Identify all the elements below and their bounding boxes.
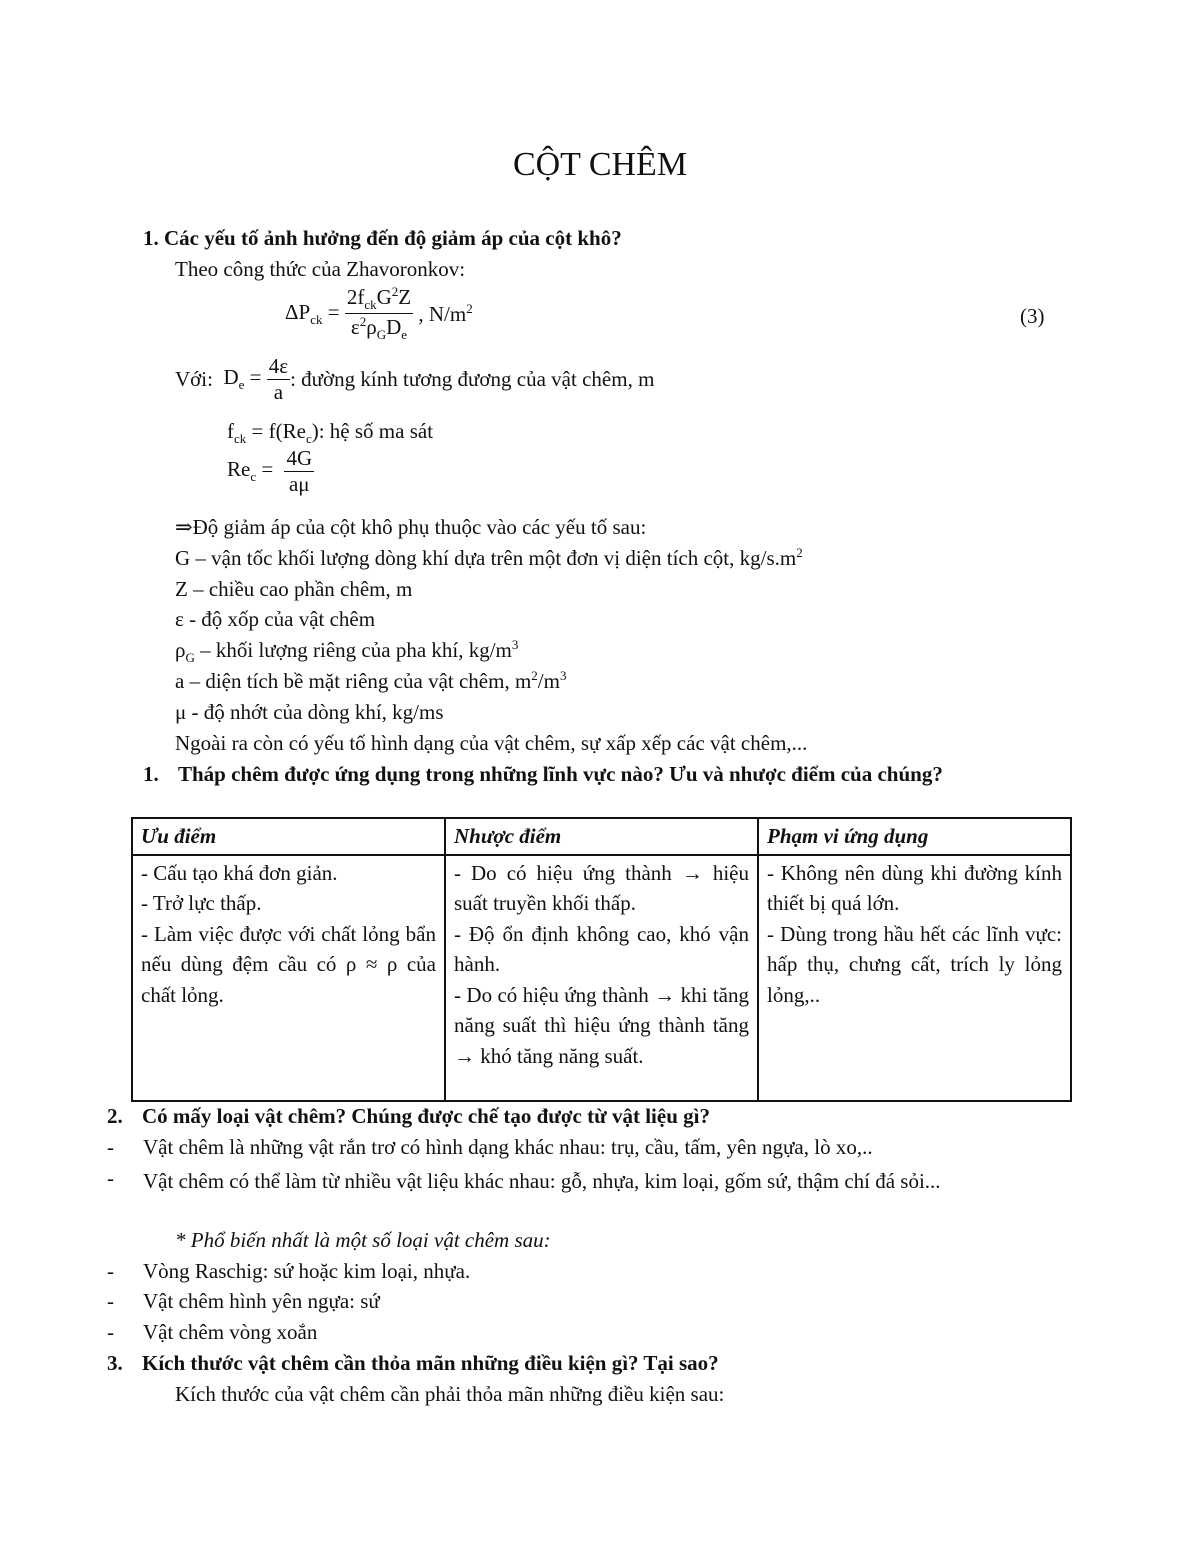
applications-cell: - Không nên dùng khi đường kính thiết bị quá lớn. - Dùng trong hầu hết các lĩnh vực: hấp thụ, chưng cất, trích ly lỏng lỏng,.. <box>758 855 1071 1101</box>
factor-epsilon: ε - độ xốp của vật chêm <box>175 607 376 631</box>
disadvantages-cell: - Do có hiệu ứng thành → hiệu suất truyền khối thấp. - Độ ổn định không cao, khó vận hành. - Do có hiệu ứng thành → khi tăng năng suất thì hiệu ứng thành tăng → khó tăng năng suất. <box>445 855 758 1101</box>
question-2-heading <box>143 762 943 787</box>
header-advantages: Ưu điểm <box>132 818 445 855</box>
list-item: Vật chêm có thể làm từ nhiều vật liệu khác nhau: gỗ, nhựa, kim loại, gốm sứ, thậm chí đá sỏi... <box>143 1169 941 1193</box>
header-disadvantages: Nhược điểm <box>445 818 758 855</box>
advantages-cell: - Cấu tạo khá đơn giản. - Trở lực thấp. - Làm việc được với chất lỏng bẩn nếu dùng đệm cầu có ρ ≈ ρ của chất lỏng. <box>132 855 445 1101</box>
equation-number: (3) <box>1020 304 1045 328</box>
factor-mu: μ - độ nhớt của dòng khí, kg/ms <box>175 700 444 724</box>
bullet-dash: - <box>107 1166 114 1190</box>
question-number: 1. <box>143 762 159 786</box>
list-item: Vật chêm hình yên ngựa: sứ <box>143 1289 380 1313</box>
zhavoronkov-formula: $\Delta P_{ck}$ = $\frac{2f_{ck}G^2Z}{\varepsilon^2\rho_GD_e}$ , $N/m^2$ <box>285 284 473 343</box>
question-text: Kích thước vật chêm cần thỏa mãn những điều kiện gì? Tại sao? <box>142 1351 719 1375</box>
question-1-heading <box>143 226 622 251</box>
paragraph: Kích thước của vật chêm cần phải thỏa mãn những điều kiện sau: <box>175 1382 725 1406</box>
formula-fraction: $\frac{2f_{ck}G^2Z}{\varepsilon^2\rho_GD_e}$ <box>346 284 412 343</box>
bullet-dash: - <box>107 1135 114 1159</box>
bullet-dash: - <box>107 1289 114 1313</box>
bullet-dash: - <box>107 1259 114 1283</box>
header-applications: Phạm vi ứng dụng <box>758 818 1071 855</box>
list-item: Vòng Raschig: sứ hoặc kim loại, nhựa. <box>143 1259 471 1283</box>
factor-rho: $\rho_G$ – khối lượng riêng của pha khí, $kg/m^3$ <box>175 637 519 666</box>
other-factors: Ngoài ra còn có yếu tố hình dạng của vật chêm, sự xấp xếp các vật chêm,... <box>175 731 808 755</box>
question-text: Tháp chêm được ứng dụng trong những lĩnh vực nào? Ưu và nhược điểm của chúng? <box>178 762 943 786</box>
table-header-row <box>132 818 1071 855</box>
conclusion: ⇒Độ giảm áp của cột khô phụ thuộc vào các yếu tố sau: <box>175 515 647 539</box>
fck-definition: $f_{ck} = f(Re_c)$: hệ số ma sát <box>227 419 434 447</box>
factor-z: Z – chiều cao phần chêm, m <box>175 577 413 601</box>
table-row <box>132 855 1071 1101</box>
factor-a: a – diện tích bề mặt riêng của vật chêm, $m^2/m^3$ <box>175 668 567 693</box>
question-4-heading <box>107 1351 719 1376</box>
formula-intro: Theo công thức của Zhavoronkov: <box>175 257 466 281</box>
question-number: 2. <box>107 1104 123 1128</box>
factor-g: G – vận tốc khối lượng dòng khí dựa trên một đơn vị diện tích cột, $kg/s.m^2$ <box>175 545 803 570</box>
list-item: Vật chêm vòng xoắn <box>143 1320 318 1344</box>
question-number: 1. <box>143 226 159 250</box>
list-item: Vật chêm là những vật rắn trơ có hình dạng khác nhau: trụ, cầu, tấm, yên ngựa, lò xo,.. <box>143 1135 873 1159</box>
question-3-heading <box>107 1104 710 1129</box>
de-definition: Với: $D_e$ = $\frac{4\varepsilon}{a}$ : đường kính tương đương của vật chêm, m <box>175 354 655 404</box>
question-text: Có mấy loại vật chêm? Chúng được chế tạo được từ vật liệu gì? <box>142 1104 710 1128</box>
note: * Phổ biến nhất là một số loại vật chêm sau: <box>175 1228 551 1252</box>
question-text: Các yếu tố ảnh hưởng đến độ giảm áp của cột khô? <box>164 226 622 250</box>
question-number: 3. <box>107 1351 123 1375</box>
comparison-table <box>131 817 1072 1102</box>
page-title: CỘT CHÊM <box>512 146 688 183</box>
bullet-dash: - <box>107 1320 114 1344</box>
re-definition: $Re_c$ = $\frac{4G}{a\mu}$ <box>227 446 313 496</box>
